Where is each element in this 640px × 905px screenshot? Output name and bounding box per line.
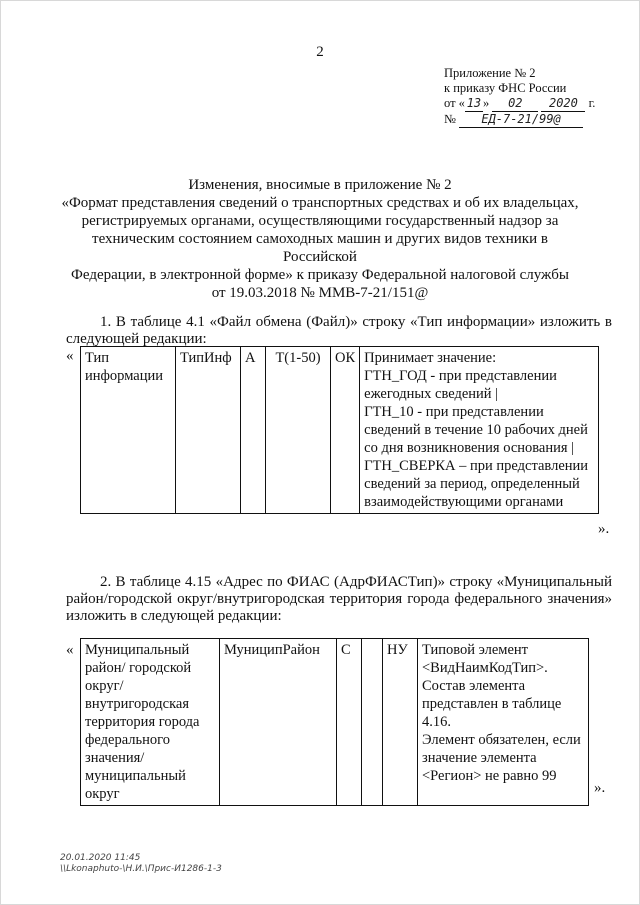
table1-required: ОК	[331, 347, 360, 514]
title-line-5: Федерации, в электронной форме» к приказу Федеральной налоговой службы	[71, 267, 569, 283]
table2-format	[362, 639, 383, 806]
title-line-3: регистрируемых органами, осуществляющими государственный надзор за	[81, 213, 559, 229]
date-year: 2020	[541, 96, 585, 112]
table2-name: Муниципальный район/ городской округ/ внутригородская территория города федерального значения/ муниципальный округ	[81, 639, 220, 806]
title-line-1: Изменения, вносимые в приложение № 2	[188, 177, 452, 193]
table1-close-quote: ».	[598, 521, 610, 537]
page-number: 2	[316, 44, 324, 60]
table-row	[81, 639, 589, 806]
paragraph-2	[66, 574, 612, 625]
table2-desc-line: Элемент обязателен, если значение элемента <Регион> не равно 99	[422, 732, 581, 784]
date-month: 02	[492, 96, 538, 112]
table2-description	[418, 639, 589, 806]
footer-path: \\Lkonaphuto-\Н.И.\Прис-И1286-1-3	[60, 864, 222, 874]
appendix-line-2: к приказу ФНС России	[444, 81, 567, 95]
table1-type: А	[241, 347, 266, 514]
table-2	[80, 638, 589, 806]
document-title	[60, 176, 580, 302]
paragraph-2-text: 2. В таблице 4.15 «Адрес по ФИАС (АдрФИАСТип)» строку «Муниципальный район/городской округ/внутригородская территория города федерального значения» изложить в следующей редакции:	[66, 574, 612, 624]
title-line-2: «Формат представления сведений о транспортных средствах и об их владельцах,	[61, 195, 579, 211]
date-day: 13	[466, 96, 482, 110]
footer-timestamp: 20.01.2020 11:45	[60, 853, 141, 863]
table2-desc-line: Состав элемента представлен в таблице 4.16.	[422, 678, 562, 730]
number-value: ЕД-7-21/99@	[459, 112, 583, 128]
title-line-6: от 19.03.2018 № ММВ-7-21/151@	[211, 285, 429, 301]
table-row	[81, 347, 599, 514]
table1-desc-line: ГТН_10 - при представлении сведений в течение 10 рабочих дней со дня возникновения основания |	[364, 404, 588, 456]
appendix-line-1: Приложение № 2	[444, 66, 536, 80]
table1-format: T(1-50)	[266, 347, 331, 514]
date-suffix: г.	[588, 96, 596, 110]
table1-open-quote: «	[66, 348, 74, 364]
table2-close-quote: ».	[594, 780, 606, 796]
date-mid: »	[482, 96, 490, 110]
title-line-4: техническим состоянием самоходных машин и других видов техники в Российской	[92, 231, 548, 265]
table2-required: НУ	[383, 639, 418, 806]
appendix-header	[444, 66, 595, 128]
paragraph-1-text: 1. В таблице 4.1 «Файл обмена (Файл)» строку «Тип информации» изложить в следующей редакции:	[66, 314, 612, 347]
number-prefix: №	[444, 112, 456, 126]
table1-description	[360, 347, 599, 514]
table2-tag: МуниципРайон	[220, 639, 337, 806]
paragraph-1	[66, 314, 612, 348]
table1-desc-line: ГТН_ГОД - при представлении ежегодных сведений |	[364, 368, 557, 402]
table1-tag: ТипИнф	[176, 347, 241, 514]
table1-name: Тип информации	[81, 347, 176, 514]
file-footer	[60, 853, 222, 875]
appendix-number	[444, 112, 595, 128]
table-1	[80, 346, 599, 514]
appendix-date	[444, 96, 595, 112]
table2-open-quote: «	[66, 642, 74, 658]
table2-desc-line: Типовой элемент <ВидНаимКодТип>.	[422, 642, 548, 676]
table2-type: С	[337, 639, 362, 806]
date-prefix: от «	[444, 96, 465, 110]
table1-desc-line: ГТН_СВЕРКА – при представлении сведений за период, определенный взаимодействующими органами	[364, 458, 589, 510]
table1-desc-line: Принимает значение:	[364, 350, 497, 366]
